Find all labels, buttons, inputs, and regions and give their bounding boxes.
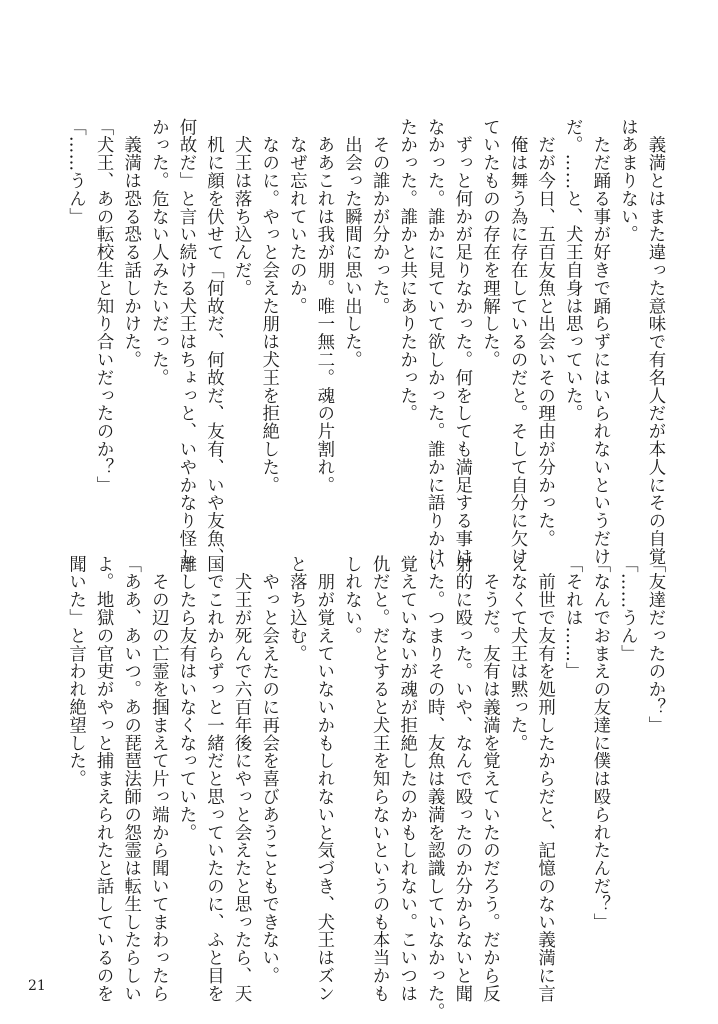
text-line: 義満は恐る恐る話しかけた。	[120, 118, 141, 369]
text-line: ただ踊る事が好きで踊らずにはいられないというだけ	[589, 118, 610, 566]
text-line: 「友達だったのか？」	[645, 555, 665, 734]
text-line: その辺の亡霊を掴まえて片っ端から聞いてまわったら	[148, 555, 169, 1003]
text-line: 射的に殴った。いや、なんで殴ったのか分からないと聞	[451, 555, 472, 1003]
text-line: 犬王は落ち込んだ。	[231, 118, 252, 297]
text-line: 「……うん」	[65, 118, 86, 226]
text-line: たかった。誰かと共にありたかった。	[396, 118, 417, 423]
text-line: えなくて犬王は黙った。	[507, 555, 528, 752]
text-line: 仇だと。だとすると犬王を知らないというのも本当かも	[369, 555, 390, 1003]
text-line: なぜ忘れていたのか。	[286, 118, 307, 315]
text-block-lower	[61, 555, 668, 1021]
text-line: ああこれは我が朋。唯一無二。魂の片割れ。	[313, 118, 334, 494]
text-line: ずっと何かが足りなかった。何をしても満足する事は	[451, 118, 472, 566]
page-number: 21	[28, 978, 46, 994]
text-line: 国でこれからずっと一緒だと思っていたのに、ふと目を	[203, 555, 224, 1003]
text-line: 朋が覚えていないかもしれないと気づき、犬王はズン	[313, 555, 334, 1003]
text-line: 「犬王、あの転校生と知り合いだったのか？」	[93, 118, 114, 494]
text-line: 机に顔を伏せて「何故だ、何故だ、友有、いや友魚、	[203, 118, 224, 566]
text-line: やっと会えたのに再会を喜びあうこともできない。	[258, 555, 279, 985]
text-line: だ。……と、犬王自身は思っていた。	[562, 118, 583, 423]
text-line: 俺は舞う為に存在しているのだと。そして自分に欠け	[507, 118, 528, 566]
text-line: はあまりない。	[617, 118, 638, 244]
text-line: よ。地獄の官吏がやっと捕まえられたと話しているのを	[93, 555, 114, 1003]
text-line: 覚えていないが魂が拒絶したのかもしれない。こいつは	[396, 555, 417, 1003]
text-line: だが今日、五百友魚と出会いその理由が分かった。	[534, 118, 555, 548]
text-line: かった。危ない人みたいだった。	[148, 118, 169, 387]
text-line: 前世で友有を処刑したからだと、記憶のない義満に言	[534, 555, 555, 1003]
text-line: なかった。誰かに見ていて欲しかった。誰かに語りかけ	[424, 118, 445, 566]
text-line: その誰かが分かった。	[369, 118, 390, 315]
text-line: しれない。	[341, 555, 362, 645]
text-line: ていたものの存在を理解した。	[479, 118, 500, 369]
text-line: 「それは……」	[562, 555, 583, 681]
text-line: そうだ。友有は義満を覚えていたのだろう。だから反	[479, 555, 500, 1003]
text-line: 出会った瞬間に思い出した。	[341, 118, 362, 369]
text-line: 離したら友有はいなくなっていた。	[175, 555, 196, 842]
text-line: 「……うん」	[617, 555, 638, 663]
text-line: いた。つまりその時、友魚は義満を認識していなかった。	[424, 555, 445, 1021]
text-line: 聞いた」と言われ絶望した。	[65, 555, 86, 788]
text-line: 犬王が死んで六百年後にやっと会えたと思ったら、天	[231, 555, 252, 1003]
text-line: 何故だ」と言い続ける犬王はちょっと、いやかなり怪し	[175, 118, 196, 566]
text-line: 「ああ、あいつ。あの琵琶法師の怨霊は転生したらしい	[120, 555, 141, 1003]
text-line: 義満とはまた違った意味で有名人だが本人にその自覚	[645, 118, 665, 566]
text-line: なのに。やっと会えた朋は犬王を拒絶した。	[258, 118, 279, 494]
text-line: と落ち込む。	[286, 555, 307, 663]
text-line: 「なんでおまえの友達に僕は殴られたんだ？」	[589, 555, 610, 931]
text-block-upper	[61, 118, 668, 566]
